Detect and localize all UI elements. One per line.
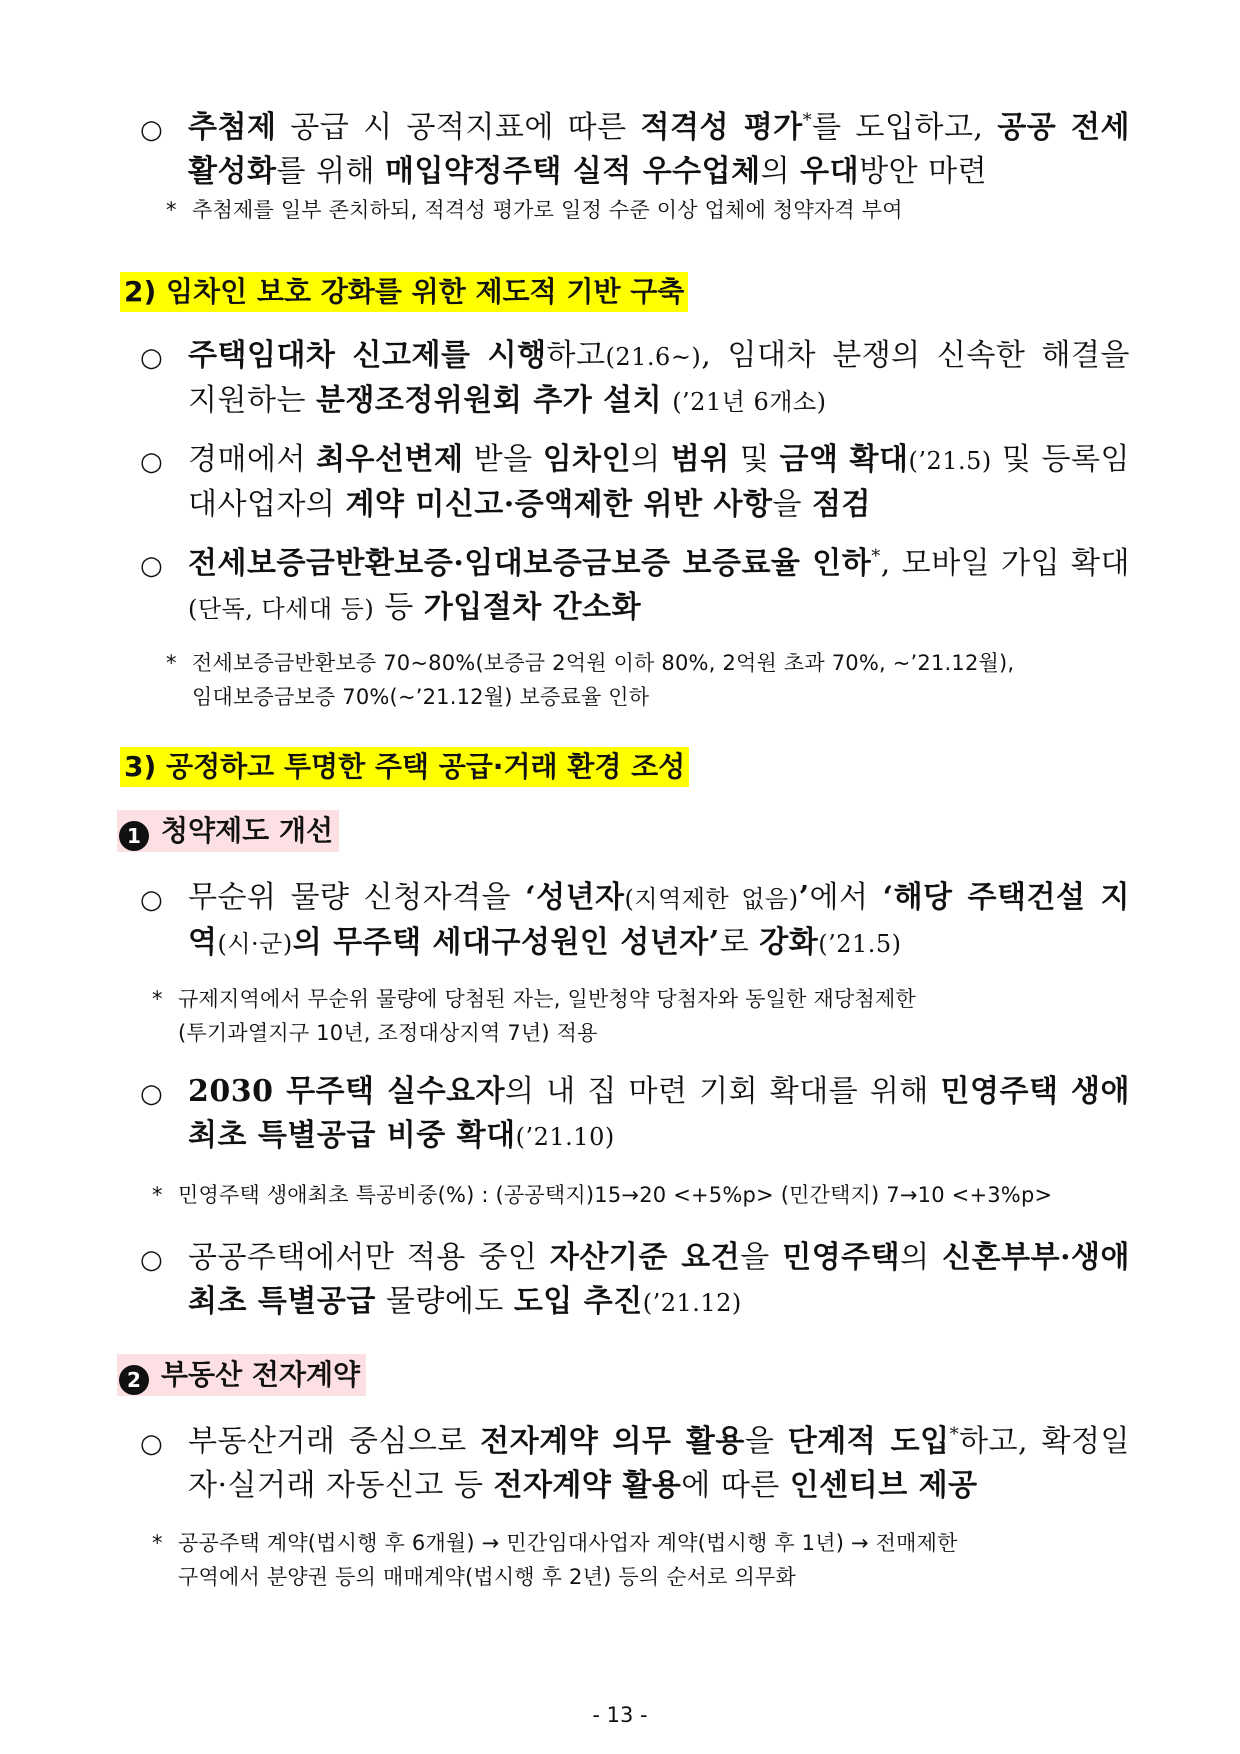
bold-phrase: 2030 무주택 실수요자 [188, 1074, 506, 1109]
footnote-first-home-ratio [152, 1178, 1052, 1212]
bold-phrase: 임차인 [542, 442, 632, 477]
bullet-guarantee-fee [140, 542, 1130, 631]
subheading-subscription-reform [117, 810, 339, 852]
bullet-text [188, 876, 1130, 966]
date-note: (21.6~) [605, 343, 702, 371]
date-note: (’21.5) [818, 930, 902, 958]
text-run [662, 383, 672, 418]
date-note: (’21.10) [515, 1123, 615, 1151]
text-run: 에서 [809, 880, 883, 915]
bold-phrase: 인센티브 제공 [789, 1468, 978, 1503]
bold-phrase: 민영주택 생애최초 특별공급 비중 확대 [188, 1074, 1130, 1153]
text-run: 등 [374, 590, 424, 625]
footnote-star: * [152, 987, 163, 1011]
circle-bullet-icon: ○ [140, 115, 163, 145]
bullet-e-contract [140, 1420, 1130, 1508]
date-note: (’21.5) [908, 447, 992, 475]
footnote-text: 공공주택 계약(법시행 후 6개월) → 민간임대사업자 계약(법시행 후 1년) → 전매제한 [178, 1531, 958, 1555]
text-run: 경매에서 [188, 442, 317, 477]
bold-phrase: 추첨제 [188, 110, 277, 145]
text-run: 하고, 확정일자·실거래 자동신고 등 [188, 1424, 1130, 1503]
text-run: 의 [900, 1240, 943, 1275]
footnote-marker: * [802, 110, 813, 131]
bold-phrase: 자산기준 요건 [549, 1240, 741, 1275]
paren-note: (시·군) [217, 930, 293, 958]
paren-note: (지역제한 없음) [624, 885, 799, 913]
bold-phrase: 민영주택 [782, 1240, 901, 1275]
bullet-text [188, 1070, 1130, 1159]
footnote-star: * [166, 198, 177, 222]
text-run: , 임대차 분쟁의 신속한 해결을 지원하는 [188, 338, 1130, 418]
footnote-marker: * [871, 546, 881, 567]
footnote-text: 규제지역에서 무순위 물량에 당첨된 자는, 일반청약 당첨자와 동일한 재당첨제한 [178, 987, 916, 1011]
text-run: 의 [631, 442, 671, 477]
bold-phrase: 도입 추진 [513, 1284, 643, 1319]
text-run: 및 등록임대사업자의 [188, 442, 1130, 522]
bold-phrase: 점검 [812, 487, 871, 522]
bold-phrase: 신혼부부·생애최초 특별공급 [188, 1240, 1130, 1319]
footnote-text: 전세보증금반환보증 70~80%(보증금 2억원 이하 80%, 2억원 초과 70%, ~’21.12월), [192, 651, 1015, 675]
circle-bullet-icon: ○ [140, 1429, 163, 1459]
number-two-icon: 2 [119, 1365, 149, 1395]
text-run: 부동산거래 중심으로 [188, 1424, 481, 1459]
date-note: (’21년 6개소) [672, 388, 827, 416]
footnote-text: (투기과열지구 10년, 조정대상지역 7년) 적용 [178, 1021, 598, 1045]
subheading-e-contract [117, 1354, 366, 1396]
text-run: 및 [729, 442, 780, 477]
bold-phrase: ’ [798, 880, 810, 915]
bullet-unranked-quantity [140, 876, 1130, 966]
text-run: , 모바일 가입 확대 [880, 546, 1130, 581]
footnote-star: * [152, 1531, 163, 1555]
footnote-lottery [166, 193, 903, 227]
footnote-text: 임대보증금보증 70%(~’21.12월) 보증료율 인하 [192, 685, 650, 709]
circle-bullet-icon: ○ [140, 343, 163, 373]
subheading-label: 부동산 전자계약 [161, 1358, 361, 1391]
text-run: 하고 [546, 338, 606, 373]
text-run: 공공주택에서만 적용 중인 [188, 1240, 550, 1275]
text-run: 받을 [463, 442, 543, 477]
bold-phrase: 금액 확대 [779, 442, 909, 477]
bold-phrase: 최우선변제 [316, 442, 464, 477]
bullet-auction [140, 438, 1130, 527]
text-run: 공급 시 공적지표에 따른 [276, 110, 641, 145]
text-run: 을 [740, 1240, 783, 1275]
bullet-asset-criteria [140, 1236, 1130, 1325]
text-run: 의 [760, 154, 801, 189]
bold-phrase: 계약 미신고·증액제한 위반 사항 [345, 487, 773, 522]
footnote-star: * [166, 651, 177, 675]
bold-phrase: 가입절차 간소화 [423, 590, 642, 625]
text-run: 무순위 물량 신청자격을 [188, 880, 526, 915]
footnote-marker: * [949, 1424, 960, 1445]
bullet-text [188, 1236, 1130, 1325]
circle-bullet-icon: ○ [140, 447, 163, 477]
bold-phrase: 강화 [759, 925, 819, 960]
bold-phrase: 우대 [800, 154, 860, 189]
text-run: 로 [719, 925, 760, 960]
text-run: 를 위해 [276, 154, 385, 189]
text-run: 를 도입하고, [812, 110, 998, 145]
footnote-text: 추첨제를 일부 존치하되, 적격성 평가로 일정 수준 이상 업체에 청약자격 부여 [192, 198, 903, 222]
page-number: - 13 - [592, 1703, 648, 1727]
section-heading-fair-market: 3) 공정하고 투명한 주택 공급·거래 환경 조성 [120, 747, 689, 787]
footnote-guarantee [166, 646, 1014, 714]
number-one-icon: 1 [119, 821, 149, 851]
bullet-text [188, 1420, 1130, 1508]
bold-phrase: ‘해당 주택건설 지역 [188, 880, 1130, 960]
footnote-text: 민영주택 생애최초 특공비중(%) : (공공택지)15→20 <+5%p> (민간택지) 7→10 <+3%p> [178, 1183, 1053, 1207]
text-run: 물량에도 [375, 1284, 514, 1319]
circle-bullet-icon: ○ [140, 551, 163, 581]
bold-phrase: 매입약정주택 실적 우수업체 [384, 154, 761, 189]
text-run: 을 [772, 487, 812, 522]
bold-phrase: 단계적 도입 [787, 1424, 950, 1459]
bold-phrase: 전자계약 의무 활용 [480, 1424, 745, 1459]
text-run: 에 따른 [681, 1468, 790, 1503]
bullet-lease-report [140, 334, 1130, 424]
section-heading-tenant-protection: 2) 임차인 보호 강화를 위한 제도적 기반 구축 [120, 272, 688, 312]
bullet-lottery-supply [140, 106, 1130, 194]
text-run: 방안 마련 [859, 154, 988, 189]
bullet-text [188, 438, 1130, 527]
bold-phrase: 공공 전세 활성화 [188, 110, 1130, 189]
circle-bullet-icon: ○ [140, 885, 163, 915]
bullet-text [188, 334, 1130, 424]
text-run: 의 내 집 마련 기회 확대를 위해 [505, 1074, 941, 1109]
footnote-text: 구역에서 분양권 등의 매매계약(법시행 후 2년) 등의 순서로 의무화 [178, 1565, 796, 1589]
bold-phrase: 분쟁조정위원회 추가 설치 [315, 383, 663, 418]
bold-phrase: 전세보증금반환보증·임대보증금보증 보증료율 인하 [188, 546, 872, 581]
footnote-regulated-area [152, 982, 916, 1050]
subheading-label: 청약제도 개선 [161, 814, 334, 847]
bullet-first-home [140, 1070, 1130, 1159]
bullet-text [188, 106, 1130, 194]
footnote-star: * [152, 1183, 163, 1207]
footnote-e-contract [152, 1526, 958, 1594]
paren-note: (단독, 다세대 등) [188, 595, 375, 623]
bold-phrase: 적격성 평가 [640, 110, 803, 145]
bold-phrase: ‘성년자 [525, 880, 625, 915]
date-note: (’21.12) [642, 1289, 742, 1317]
bold-phrase: 전자계약 활용 [493, 1468, 682, 1503]
circle-bullet-icon: ○ [140, 1079, 163, 1109]
bold-phrase: 주택임대차 신고제를 시행 [188, 338, 547, 373]
text-run: 을 [744, 1424, 788, 1459]
bullet-text [188, 542, 1130, 631]
bold-phrase: 범위 [670, 442, 730, 477]
bold-phrase: 의 무주택 세대구성원인 성년자’ [292, 925, 720, 960]
circle-bullet-icon: ○ [140, 1245, 163, 1275]
